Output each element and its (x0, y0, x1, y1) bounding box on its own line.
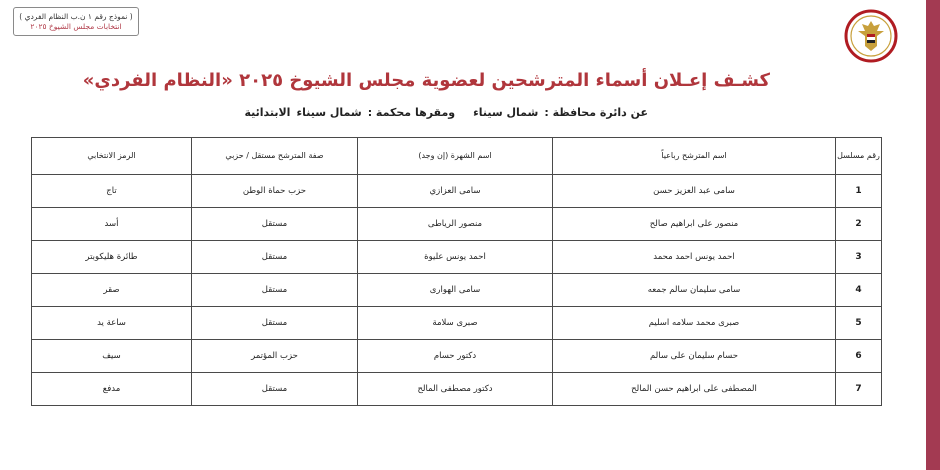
cell-serial: 4 (836, 274, 882, 307)
table-row (32, 340, 882, 373)
court-label: ومقرها محكمة : (367, 106, 456, 119)
cell-capacity: مستقل (192, 373, 358, 406)
cell-capacity: مستقل (192, 307, 358, 340)
cell-nickname: احمد يونس عليوة (358, 241, 553, 274)
cell-serial: 3 (836, 241, 882, 274)
table-header-row (32, 138, 882, 175)
table-row (32, 373, 882, 406)
header-symbol: الرمز الانتخابي (32, 138, 192, 175)
cell-serial: 2 (836, 208, 882, 241)
cell-symbol: صقر (32, 274, 192, 307)
cell-capacity: حزب المؤتمر (192, 340, 358, 373)
cell-capacity: مستقل (192, 208, 358, 241)
table-row (32, 175, 882, 208)
side-strip (926, 0, 940, 470)
cell-name: منصور على ابراهيم صالح (553, 208, 836, 241)
cell-name: احمد يونس احمد محمد (553, 241, 836, 274)
cell-symbol: أسد (32, 208, 192, 241)
cell-name: حسام سليمان على سالم (553, 340, 836, 373)
cell-nickname: سامى العزازي (358, 175, 553, 208)
court-type: الابتدائية (244, 106, 291, 119)
cell-capacity: حزب حماة الوطن (192, 175, 358, 208)
district-info (238, 105, 648, 121)
cell-nickname: منصور الرياطى (358, 208, 553, 241)
cell-symbol: تاج (32, 175, 192, 208)
cell-capacity: مستقل (192, 241, 358, 274)
table-row (32, 274, 882, 307)
cell-serial: 7 (836, 373, 882, 406)
cell-serial: 5 (836, 307, 882, 340)
election-label: انتخابات مجلس الشيوخ ٢٠٢٥ (30, 21, 122, 31)
candidates-table (31, 137, 882, 406)
cell-symbol: سيف (32, 340, 192, 373)
page-title: كشـف إعـلان أسماء المترشحين لعضوية مجلس الشيوخ ٢٠٢٥ «النظام الفردي» (82, 70, 770, 91)
egypt-eagle-emblem-icon (844, 9, 898, 63)
header-serial: رقم مسلسل (836, 138, 882, 175)
table-row (32, 241, 882, 274)
cell-name: صبرى محمد سلامه اسليم (553, 307, 836, 340)
cell-symbol: مدفع (32, 373, 192, 406)
cell-nickname: سامى الهوارى (358, 274, 553, 307)
district-label: عن دائرة محافظة : (544, 106, 648, 119)
header-name: اسم المترشح رباعياً (553, 138, 836, 175)
cell-nickname: دكتور حسام (358, 340, 553, 373)
header-nickname: اسم الشهرة (إن وجد) (358, 138, 553, 175)
form-number-label: ( نموذج رقم ١ ن.ب النظام الفردي ) (19, 11, 133, 21)
table-row (32, 307, 882, 340)
cell-serial: 1 (836, 175, 882, 208)
cell-symbol: ساعة يد (32, 307, 192, 340)
header-capacity: صفة المترشح مستقل / حزبي (192, 138, 358, 175)
cell-serial: 6 (836, 340, 882, 373)
form-number-box (13, 7, 139, 36)
cell-name: سامى عبد العزيز حسن (553, 175, 836, 208)
cell-name: سامى سليمان سالم جمعه (553, 274, 836, 307)
cell-symbol: طائرة هليكوبتر (32, 241, 192, 274)
court-value: شمال سيناء (296, 106, 362, 119)
table-row (32, 208, 882, 241)
cell-name: المصطفى على ابراهيم حسن المالح (553, 373, 836, 406)
cell-nickname: صبرى سلامة (358, 307, 553, 340)
cell-nickname: دكتور مصطفى المالح (358, 373, 553, 406)
cell-capacity: مستقل (192, 274, 358, 307)
district-value: شمال سيناء (473, 106, 539, 119)
